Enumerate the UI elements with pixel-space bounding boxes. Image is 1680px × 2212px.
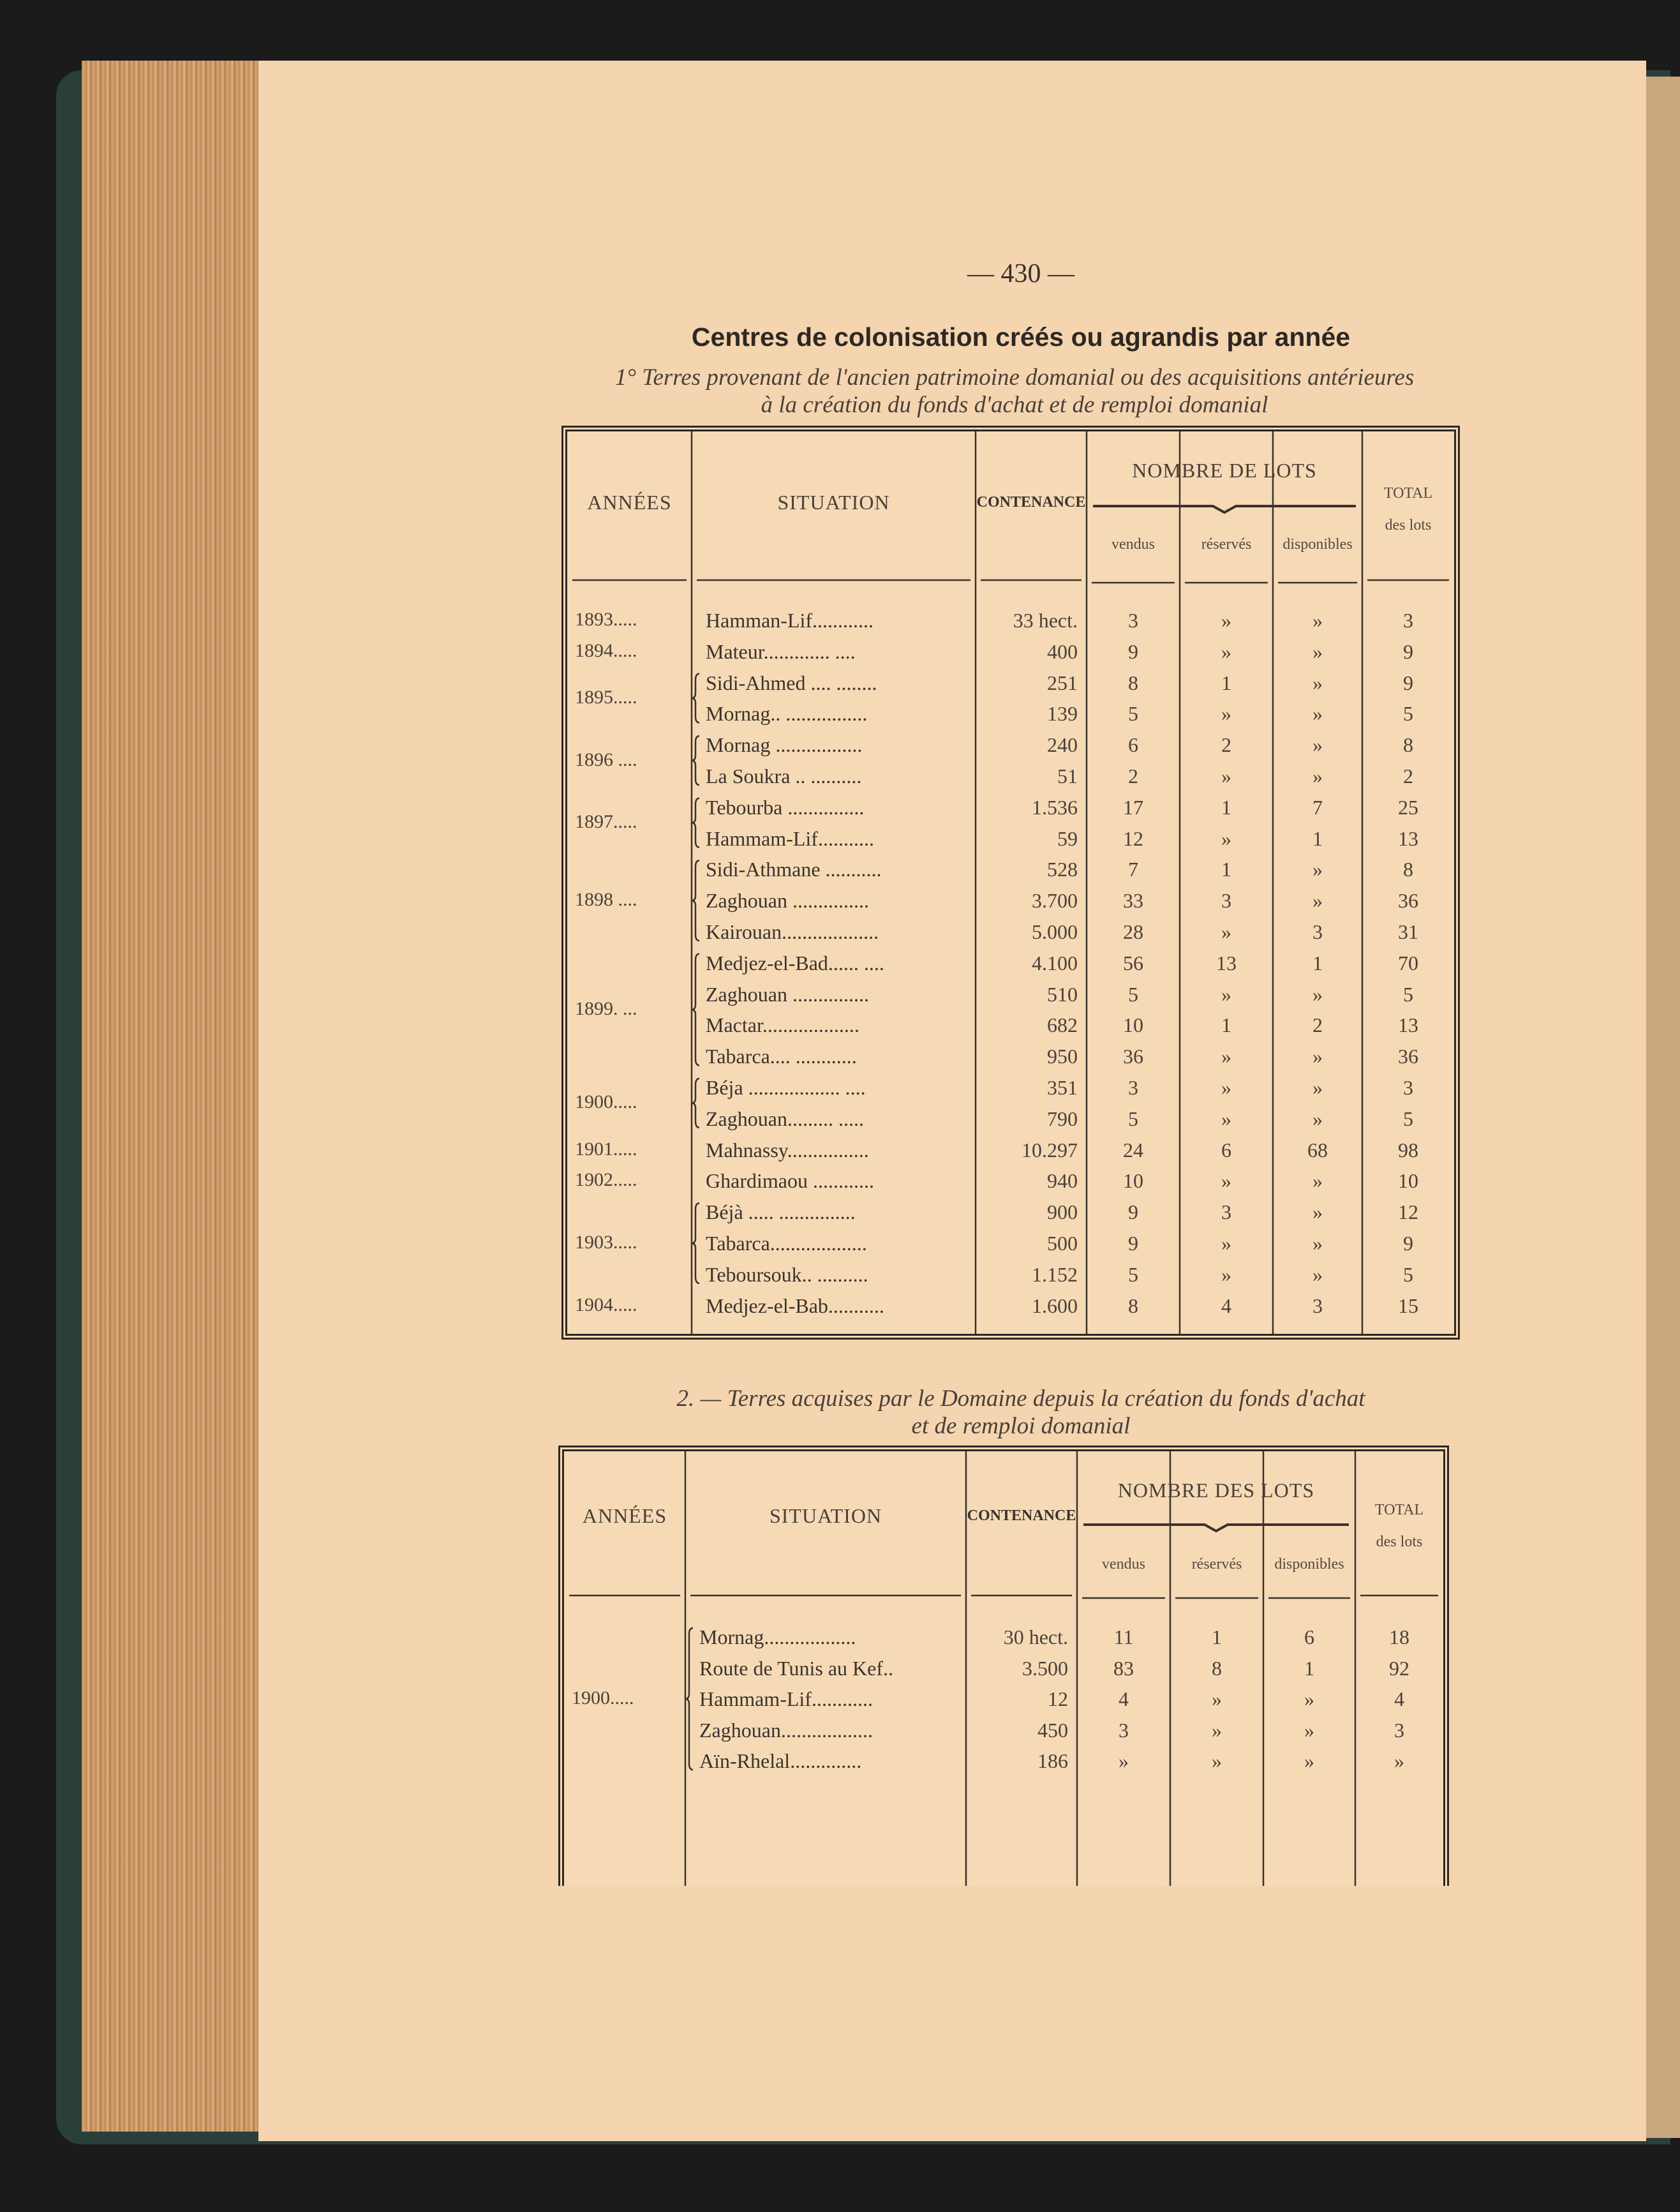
- row-disponibles: »: [1312, 639, 1323, 663]
- section1-subtitle: [555, 364, 1474, 419]
- row-contenance: 790: [1047, 1107, 1078, 1130]
- header-total: TOTAL: [1374, 1502, 1424, 1518]
- row-total: 5: [1403, 1107, 1413, 1130]
- row-situation: Zaghouan..................: [699, 1718, 873, 1742]
- row-situation: Hammam-Lif...........: [706, 826, 874, 850]
- row-reserves: 1: [1221, 795, 1231, 819]
- row-contenance: 940: [1047, 1169, 1078, 1193]
- row-total: 8: [1403, 858, 1413, 881]
- row-disponibles: »: [1312, 982, 1323, 1006]
- header-total-sub: des lots: [1385, 517, 1432, 534]
- section1-subtitle-line1: 1° Terres provenant de l'ancien patrimoine domanial ou des acquisitions antérieures: [614, 364, 1415, 391]
- section2-subtitle: [606, 1385, 1436, 1440]
- header-brace: [1083, 1525, 1349, 1531]
- row-year: 1900.....: [572, 1687, 634, 1708]
- lots-table-2: [558, 1446, 1449, 1886]
- row-total: 5: [1403, 702, 1413, 726]
- row-reserves: »: [1221, 702, 1231, 726]
- row-year: 1897.....: [575, 811, 637, 833]
- header-disponibles: disponibles: [1282, 536, 1353, 553]
- row-reserves: 1: [1221, 1013, 1231, 1037]
- header-situation: SITUATION: [777, 491, 890, 514]
- row-contenance: 51: [1057, 765, 1078, 788]
- header-reserves: réservés: [1201, 536, 1252, 553]
- row-year: 1899. ...: [575, 998, 637, 1019]
- row-disponibles: »: [1312, 702, 1323, 726]
- row-year: 1904.....: [575, 1294, 637, 1315]
- row-vendus: »: [1119, 1749, 1129, 1772]
- row-contenance: 528: [1047, 858, 1078, 881]
- row-reserves: 13: [1216, 951, 1237, 975]
- row-disponibles: »: [1312, 1045, 1323, 1068]
- row-vendus: 6: [1128, 733, 1138, 757]
- row-vendus: 2: [1128, 765, 1138, 788]
- row-situation: Sidi-Athmane ...........: [706, 858, 882, 881]
- row-contenance: 510: [1047, 982, 1078, 1006]
- row-disponibles: 1: [1312, 826, 1323, 850]
- row-contenance: 1.600: [1032, 1294, 1078, 1317]
- row-total: 18: [1389, 1625, 1409, 1648]
- header-contenance: CONTENANCE: [976, 494, 1086, 511]
- row-total: 12: [1398, 1200, 1418, 1224]
- row-disponibles: »: [1312, 671, 1323, 694]
- row-reserves: »: [1221, 765, 1231, 788]
- header-total: TOTAL: [1383, 485, 1433, 502]
- row-situation: Hamman-Lif............: [706, 609, 874, 632]
- row-contenance: 351: [1047, 1076, 1078, 1099]
- header-brace: [1093, 506, 1356, 512]
- row-total: 31: [1398, 920, 1418, 943]
- row-total: 92: [1389, 1656, 1409, 1680]
- row-vendus: 33: [1123, 889, 1143, 913]
- row-contenance: 682: [1047, 1013, 1078, 1037]
- row-disponibles: »: [1304, 1718, 1314, 1742]
- row-total: 13: [1398, 826, 1418, 850]
- row-disponibles: »: [1312, 1262, 1323, 1286]
- row-vendus: 24: [1123, 1138, 1143, 1162]
- row-vendus: 7: [1128, 858, 1138, 881]
- page-number: — 430 —: [967, 259, 1074, 288]
- row-situation: Béja .................. ....: [706, 1076, 866, 1099]
- row-contenance: 33 hect.: [1013, 609, 1078, 632]
- year-group-brace: [692, 1203, 699, 1283]
- row-total: 25: [1398, 795, 1418, 819]
- row-situation: Medjez-el-Bad...... ....: [706, 951, 884, 975]
- header-annees: ANNÉES: [587, 491, 672, 514]
- row-situation: La Soukra .. ..........: [706, 765, 862, 788]
- row-vendus: 5: [1128, 702, 1138, 726]
- row-total: 4: [1394, 1687, 1404, 1710]
- year-group-brace: [692, 1079, 699, 1128]
- row-disponibles: »: [1312, 858, 1323, 881]
- row-total: 5: [1403, 1262, 1413, 1286]
- row-reserves: 1: [1221, 671, 1231, 694]
- row-reserves: »: [1212, 1687, 1222, 1710]
- row-situation: Tabarca...................: [706, 1232, 867, 1255]
- row-disponibles: 68: [1307, 1138, 1328, 1162]
- row-reserves: 2: [1221, 733, 1231, 757]
- row-total: 36: [1398, 889, 1418, 913]
- row-year: 1893.....: [575, 609, 637, 630]
- row-vendus: 83: [1113, 1656, 1134, 1680]
- row-contenance: 251: [1047, 671, 1078, 694]
- row-contenance: 5.000: [1032, 920, 1078, 943]
- row-total: 8: [1403, 733, 1413, 757]
- row-vendus: 10: [1123, 1169, 1143, 1193]
- row-vendus: 36: [1123, 1045, 1143, 1068]
- row-vendus: 8: [1128, 1294, 1138, 1317]
- row-situation: Mornag .................: [706, 733, 863, 757]
- row-disponibles: »: [1312, 1232, 1323, 1255]
- row-vendus: 3: [1119, 1718, 1129, 1742]
- row-year: 1895.....: [575, 687, 637, 708]
- row-situation: Béjà ..... ...............: [706, 1200, 856, 1224]
- row-situation: Teboursouk.. ..........: [706, 1262, 868, 1286]
- row-reserves: »: [1221, 1262, 1231, 1286]
- year-group-brace: [692, 674, 699, 723]
- row-total: 36: [1398, 1045, 1418, 1068]
- row-contenance: 1.536: [1032, 795, 1078, 819]
- row-disponibles: »: [1312, 1169, 1323, 1193]
- row-situation: Mahnassy................: [706, 1138, 869, 1162]
- row-year: 1894.....: [575, 639, 637, 661]
- row-disponibles: 3: [1312, 920, 1323, 943]
- row-vendus: 3: [1128, 609, 1138, 632]
- header-nombre: NOMBRE DES LOTS: [1117, 1479, 1315, 1502]
- row-contenance: 139: [1047, 702, 1078, 726]
- section2-subtitle-line1: 2. — Terres acquises par le Domaine depuis la création du fonds d'achat: [676, 1386, 1365, 1412]
- row-total: 9: [1403, 671, 1413, 694]
- header-disponibles: disponibles: [1274, 1556, 1344, 1573]
- row-total: 70: [1398, 951, 1418, 975]
- row-situation: Hammam-Lif............: [699, 1687, 873, 1710]
- row-vendus: 17: [1123, 795, 1143, 819]
- row-situation: Mateur............. ....: [706, 639, 856, 663]
- row-contenance: 4.100: [1032, 951, 1078, 975]
- row-disponibles: »: [1312, 1200, 1323, 1224]
- page-title: Centres de colonisation créés ou agrandis par année: [691, 322, 1351, 352]
- row-situation: Ghardimaou ............: [706, 1169, 874, 1193]
- row-disponibles: »: [1312, 1107, 1323, 1130]
- row-situation: Aïn-Rhelal..............: [699, 1749, 862, 1772]
- row-vendus: 56: [1123, 951, 1143, 975]
- row-reserves: 6: [1221, 1138, 1231, 1162]
- row-total: 3: [1403, 1076, 1413, 1099]
- row-reserves: »: [1221, 920, 1231, 943]
- section1-subtitle-line2: à la création du fonds d'achat et de remploi domanial: [761, 392, 1268, 418]
- row-contenance: 12: [1048, 1687, 1068, 1710]
- row-reserves: 8: [1212, 1656, 1222, 1680]
- header-total-sub: des lots: [1376, 1534, 1423, 1550]
- row-disponibles: »: [1312, 1076, 1323, 1099]
- row-vendus: 9: [1128, 1200, 1138, 1224]
- row-situation: Sidi-Ahmed .... ........: [706, 671, 877, 694]
- row-situation: Zaghouan ...............: [706, 889, 869, 913]
- row-contenance: 1.152: [1032, 1262, 1078, 1286]
- row-disponibles: »: [1312, 889, 1323, 913]
- row-reserves: »: [1212, 1718, 1222, 1742]
- row-vendus: 11: [1113, 1625, 1134, 1648]
- row-situation: Zaghouan......... .....: [706, 1107, 864, 1130]
- row-total: 5: [1403, 982, 1413, 1006]
- row-total: 13: [1398, 1013, 1418, 1037]
- row-year: 1903.....: [575, 1232, 637, 1253]
- row-reserves: 3: [1221, 1200, 1231, 1224]
- row-situation: Mactar...................: [706, 1013, 859, 1037]
- row-vendus: 10: [1123, 1013, 1143, 1037]
- row-disponibles: 3: [1312, 1294, 1323, 1317]
- row-year: 1902.....: [575, 1169, 637, 1191]
- year-group-brace: [692, 798, 699, 848]
- row-reserves: 1: [1221, 858, 1231, 881]
- row-situation: Route de Tunis au Kef..: [699, 1656, 893, 1680]
- row-total: 98: [1398, 1138, 1418, 1162]
- row-reserves: »: [1221, 609, 1231, 632]
- row-vendus: 8: [1128, 671, 1138, 694]
- row-situation: Tebourba ...............: [706, 795, 865, 819]
- header-vendus: vendus: [1111, 536, 1155, 553]
- row-total: 9: [1403, 1232, 1413, 1255]
- row-reserves: 4: [1221, 1294, 1231, 1317]
- row-vendus: 4: [1119, 1687, 1129, 1710]
- row-reserves: »: [1221, 1076, 1231, 1099]
- row-total: 9: [1403, 639, 1413, 663]
- row-situation: Medjez-el-Bab...........: [706, 1294, 884, 1317]
- row-total: 10: [1398, 1169, 1418, 1193]
- lots-table-1: [561, 426, 1460, 1340]
- row-disponibles: »: [1312, 609, 1323, 632]
- row-year: 1898 ....: [575, 889, 637, 911]
- header-reserves: réservés: [1191, 1556, 1242, 1573]
- row-contenance: 240: [1047, 733, 1078, 757]
- row-total: 15: [1398, 1294, 1418, 1317]
- table-rules: [567, 431, 1454, 1334]
- row-contenance: 59: [1057, 826, 1078, 850]
- row-contenance: 400: [1047, 639, 1078, 663]
- row-contenance: 186: [1037, 1749, 1068, 1772]
- row-reserves: »: [1221, 826, 1231, 850]
- year-group-brace: [692, 736, 699, 785]
- header-situation: SITUATION: [769, 1504, 882, 1527]
- row-contenance: 3.500: [1022, 1656, 1068, 1680]
- row-vendus: 9: [1128, 639, 1138, 663]
- row-vendus: 12: [1123, 826, 1143, 850]
- row-vendus: 28: [1123, 920, 1143, 943]
- row-disponibles: »: [1304, 1687, 1314, 1710]
- row-situation: Mornag.. ................: [706, 702, 868, 726]
- row-reserves: »: [1221, 982, 1231, 1006]
- row-reserves: »: [1221, 1169, 1231, 1193]
- year-group-brace: [692, 954, 699, 1065]
- year-group-brace: [685, 1628, 693, 1770]
- row-disponibles: 7: [1312, 795, 1323, 819]
- row-total: 2: [1403, 765, 1413, 788]
- row-contenance: 30 hect.: [1003, 1625, 1068, 1648]
- row-contenance: 450: [1037, 1718, 1068, 1742]
- row-contenance: 950: [1047, 1045, 1078, 1068]
- page-edges: [82, 61, 267, 2132]
- row-reserves: »: [1221, 1107, 1231, 1130]
- row-disponibles: 2: [1312, 1013, 1323, 1037]
- row-disponibles: 1: [1312, 951, 1323, 975]
- section2-subtitle-line2: et de remploi domanial: [911, 1413, 1131, 1439]
- row-contenance: 500: [1047, 1232, 1078, 1255]
- row-vendus: 5: [1128, 1107, 1138, 1130]
- row-reserves: »: [1221, 639, 1231, 663]
- row-vendus: 9: [1128, 1232, 1138, 1255]
- row-total: 3: [1394, 1718, 1404, 1742]
- row-situation: Kairouan...................: [706, 920, 879, 943]
- row-contenance: 900: [1047, 1200, 1078, 1224]
- row-year: 1901.....: [575, 1138, 637, 1160]
- row-vendus: 5: [1128, 982, 1138, 1006]
- row-situation: Zaghouan ...............: [706, 982, 869, 1006]
- row-reserves: »: [1212, 1749, 1222, 1772]
- row-situation: Mornag..................: [699, 1625, 856, 1648]
- row-situation: Tabarca.... ............: [706, 1045, 857, 1068]
- row-contenance: 3.700: [1032, 889, 1078, 913]
- row-reserves: 3: [1221, 889, 1231, 913]
- header-contenance: CONTENANCE: [967, 1507, 1076, 1524]
- row-reserves: »: [1221, 1232, 1231, 1255]
- row-disponibles: »: [1312, 733, 1323, 757]
- header-nombre: NOMBRE DE LOTS: [1132, 459, 1317, 482]
- row-reserves: »: [1221, 1045, 1231, 1068]
- header-annees: ANNÉES: [582, 1504, 667, 1527]
- row-disponibles: »: [1312, 765, 1323, 788]
- row-vendus: 5: [1128, 1262, 1138, 1286]
- year-group-brace: [692, 860, 699, 941]
- row-contenance: 10.297: [1022, 1138, 1078, 1162]
- row-year: 1900.....: [575, 1091, 637, 1113]
- row-disponibles: »: [1304, 1749, 1314, 1772]
- row-reserves: 1: [1212, 1625, 1222, 1648]
- row-disponibles: 1: [1304, 1656, 1314, 1680]
- row-year: 1896 ....: [575, 749, 637, 770]
- header-vendus: vendus: [1102, 1556, 1145, 1573]
- row-disponibles: 6: [1304, 1625, 1314, 1648]
- row-total: 3: [1403, 609, 1413, 632]
- row-total: »: [1394, 1749, 1404, 1772]
- row-vendus: 3: [1128, 1076, 1138, 1099]
